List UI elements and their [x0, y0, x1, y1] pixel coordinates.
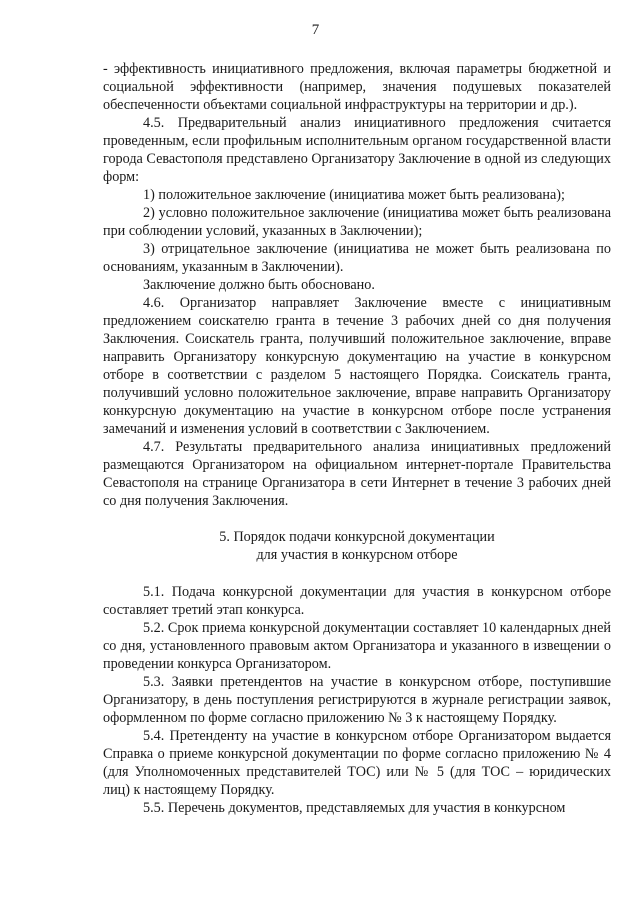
page-number: 7	[311, 22, 320, 38]
paragraph-4-6: 4.6. Организатор направляет Заключение вместе с инициативным предложением соискателю гранта в течение 3 рабочих дней со дня получения Заключения. Соискатель гранта, получивший положительное заключение, вправе направить Организатору конкурсную документацию на участие в конкурсном отборе в соответствии с разделом 5 настоящего Порядка. Соискатель гранта, получивший условно положительное заключение, вправе направить Организатору конкурсную документацию на участие в конкурсном отборе после устранения замечаний и изменения условий в соответствии с Заключением.	[103, 295, 611, 437]
paragraph-4-5-item-2: 2) условно положительное заключение (инициатива может быть реализована при соблюдении условий, указанных в Заключении);	[103, 205, 611, 239]
section-heading-line-1: 5. Порядок подачи конкурсной документации	[219, 529, 495, 545]
paragraph-4-5-item-1: 1) положительное заключение (инициатива может быть реализована);	[143, 187, 565, 203]
document-body	[103, 60, 611, 817]
paragraph-5-5: 5.5. Перечень документов, представляемых для участия в конкурсном	[143, 800, 566, 816]
paragraph-5-3: 5.3. Заявки претендентов на участие в конкурсном отборе, поступившие Организатору, в день поступления регистрируются в журнале регистрации заявок, оформленном по форме согласно приложению № 3 к настоящему Порядку.	[103, 674, 611, 726]
paragraph-4-5: 4.5. Предварительный анализ инициативного предложения считается проведенным, если профильным исполнительным органом государственной власти города Севастополя представлено Организатору Заключение в одной из следующих форм:	[103, 115, 611, 185]
paragraph-5-1: 5.1. Подача конкурсной документации для участия в конкурсном отборе составляет третий этап конкурса.	[103, 584, 611, 618]
paragraph-bullet-efficiency: - эффективность инициативного предложения, включая параметры бюджетной и социальной эффективности (например, значения подушевых показателей обеспеченности объектами социальной инфраструктуры на территории и др.).	[103, 61, 611, 113]
paragraph-4-7: 4.7. Результаты предварительного анализа инициативных предложений размещаются Организатором на официальном интернет-портале Правительства Севастополя на странице Организатора в сети Интернет в течение 3 рабочих дней со дня получения Заключения.	[103, 439, 611, 509]
paragraph-5-2: 5.2. Срок приема конкурсной документации составляет 10 календарных дней со дня, установленного правовым актом Организатора и указанного в извещении о проведении конкурса Организатором.	[103, 620, 611, 672]
section-heading-line-2: для участия в конкурсном отборе	[256, 547, 458, 563]
paragraph-justification: Заключение должно быть обосновано.	[143, 277, 375, 293]
section-5-heading	[103, 528, 611, 564]
paragraph-4-5-item-3: 3) отрицательное заключение (инициатива не может быть реализована по основаниям, указанным в Заключении).	[103, 241, 611, 275]
paragraph-5-4: 5.4. Претенденту на участие в конкурсном отборе Организатором выдается Справка о приеме конкурсной документации по форме согласно приложению № 4 (для Уполномоченных представителей ТОС) или № 5 (для ТОС – юридических лиц) к настоящему Порядку.	[103, 728, 611, 798]
